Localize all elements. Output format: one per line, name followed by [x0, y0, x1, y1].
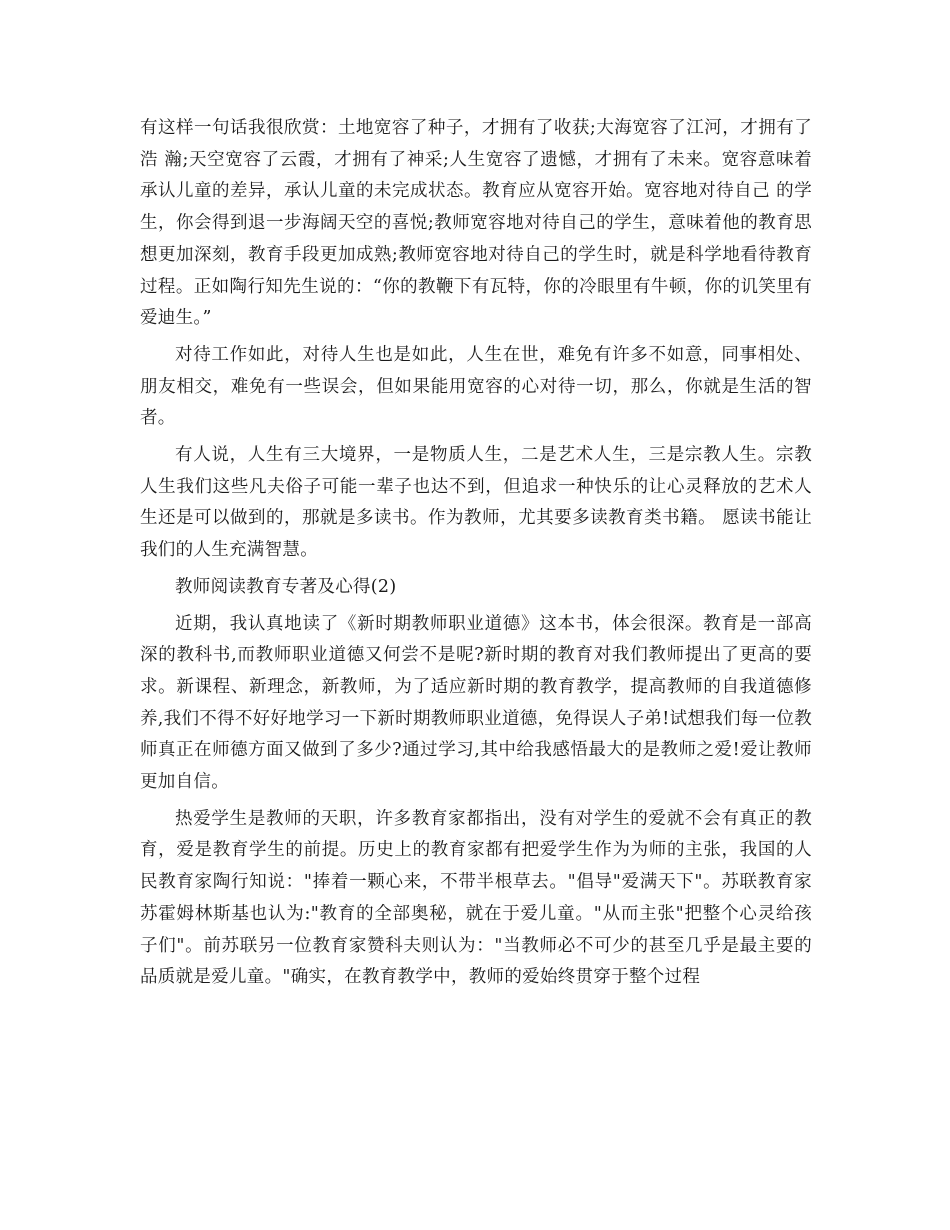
paragraph-three-realms: 有人说，人生有三大境界，一是物质人生，二是艺术人生，三是宗教人生。宗教人生我们这些凡夫俗子可能一辈子也达不到，但追求一种快乐的让心灵释放的艺术人生还是可以做到的，那就是多读书。作为教师，尤其要多读教育类书籍。 愿读书能让我们的人生充满智慧。: [140, 445, 812, 561]
document-body: [140, 113, 812, 994]
section-title: 教师阅读教育专著及心得(2): [175, 576, 397, 597]
paragraph-reading-ethics: 近期，我认真地读了《新时期教师职业道德》这本书，体会很深。教育是一部高深的教科书,而教师职业道德又何尝不是呢?新时期的教育对我们教师提出了更高的要求。新课程、新理念，新教师，为了适应新时期的教育教学，提高教师的自我道德修养,我们不得不好好地学习一下新时期教师职业道德，免得误人子弟!试想我们每一位教师真正在师德方面又做到了多少?通过学习,其中给我感悟最大的是教师之爱!爱让教师更加自信。: [140, 613, 812, 793]
paragraph-love-students: 热爱学生是教师的天职，许多教育家都指出，没有对学生的爱就不会有真正的教育，爱是教育学生的前提。历史上的教育家都有把爱学生作为为师的主张，我国的人民教育家陶行知说："捧着一颗心来，不带半根草去。"倡导"爱满天下"。苏联教育家苏霍姆林斯基也认为:"教育的全部奥秘，就在于爱儿童。"从而主张"把整个心灵给孩子们"。前苏联另一位教育家赞科夫则认为："当教师必不可少的甚至几乎是最主要的品质就是爱儿童。"确实，在教育教学中，教师的爱始终贯穿于整个过程: [140, 808, 812, 988]
paragraph-tolerance: 有这样一句话我很欣赏：土地宽容了种子，才拥有了收获;大海宽容了江河，才拥有了浩 瀚;天空宽容了云霞，才拥有了神采;人生宽容了遗憾，才拥有了未来。宽容意味着承认儿童的差异，承认儿童的未完成状态。教育应从宽容开始。宽容地对待自己 的学生，你会得到退一步海阔天空的喜悦;教师宽容地对待自己的学生，意味着他的教育思想更加深刻，教育手段更加成熟;教师宽容地对待自己的学生时，就是科学地看待教育过程。正如陶行知先生说的：“你的教鞭下有瓦特，你的冷眼里有牛顿，你的讥笑里有爱迪生。”: [140, 118, 812, 329]
paragraph-work-and-life: 对待工作如此，对待人生也是如此，人生在世，难免有许多不如意，同事相处、朋友相交，难免有一些误会，但如果能用宽容的心对待一切，那么，你就是生活的智者。: [140, 344, 812, 429]
